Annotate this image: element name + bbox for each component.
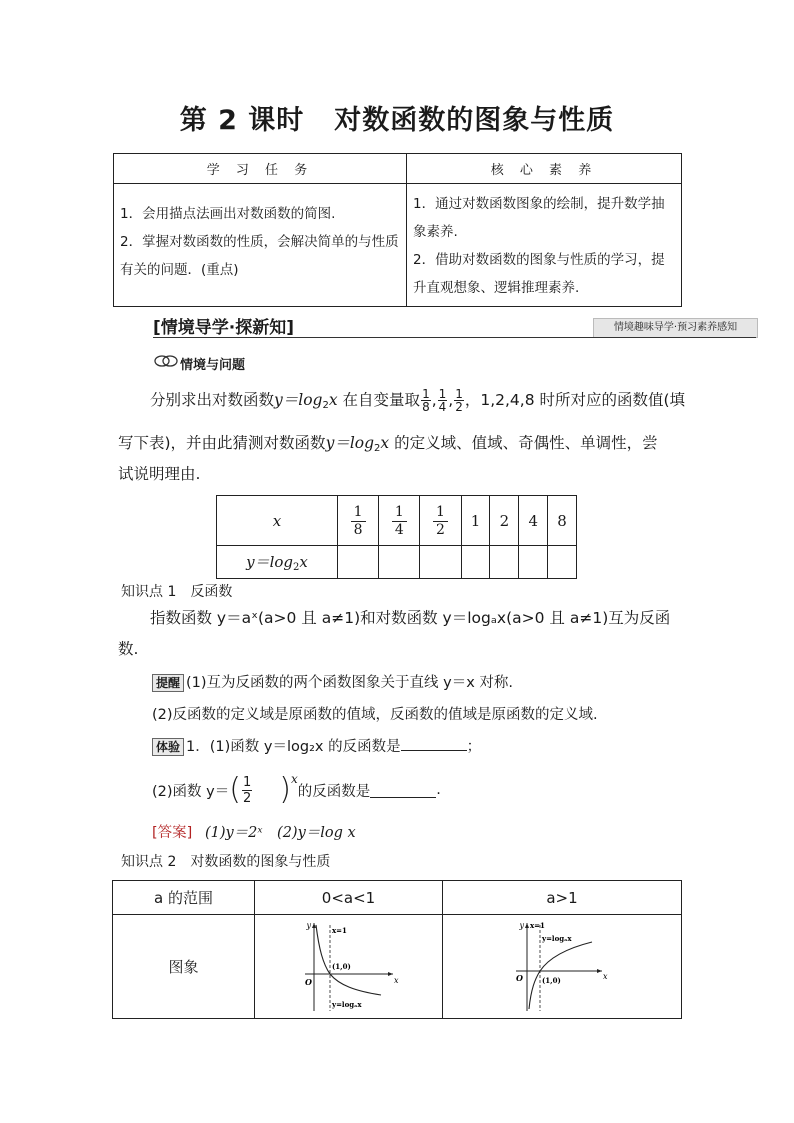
- value-table-empty-cell[interactable]: [519, 546, 548, 579]
- graph-cell-lt1: [255, 915, 443, 1019]
- fraction: $\frac{1}{4}$: [438, 387, 447, 414]
- scenario-icon: [154, 354, 178, 368]
- value-table-empty-cell[interactable]: [420, 546, 461, 579]
- tip-line-1: 提醒 (1)互为反函数的两个函数图象关于直线 y＝x 对称.: [152, 671, 513, 692]
- objectives-table: [113, 153, 682, 307]
- origin-label: O: [304, 976, 312, 987]
- lesson-title: 对数函数的图象与性质: [334, 105, 615, 136]
- value-table-empty-cell[interactable]: [548, 546, 577, 579]
- y-axis-arrow: [312, 923, 316, 928]
- y-axis-arrow: [525, 923, 529, 928]
- curve-label: y=logₐx: [542, 933, 572, 943]
- page-title: [0, 98, 794, 137]
- point-label: (1,0): [542, 975, 561, 985]
- kp1-line-1: 指数函数 y＝aˣ(a>0 且 a≠1)和对数函数 y＝logₐx(a>0 且 a≠1)互为反函: [150, 609, 671, 627]
- kp1-title: 知识点 1 反函数: [121, 584, 233, 600]
- graph-cell-gt1: [443, 915, 682, 1019]
- point-label: (1,0): [331, 961, 351, 971]
- fraction: $\frac{1}{2}$: [242, 774, 252, 806]
- answer-blank[interactable]: [370, 783, 436, 798]
- fraction: $\frac{1}{2}$: [455, 387, 463, 414]
- right-paren: ): [279, 772, 291, 807]
- objectives-header-literacy: 核 心 素 养: [407, 154, 682, 184]
- value-table-cell: 4: [519, 496, 548, 546]
- task-item: 1．会用描点法画出对数函数的简图.: [120, 206, 336, 222]
- origin-label: O: [516, 972, 523, 983]
- scenario-heading: 情境与问题: [180, 358, 246, 373]
- section-divider: [153, 337, 756, 338]
- value-table-x-label: x: [217, 496, 338, 546]
- props-header-lt1: 0<a<1: [255, 881, 443, 915]
- practice-tag: 体验: [152, 738, 184, 756]
- props-header-range: a 的范围: [113, 881, 255, 915]
- kp2-title: 知识点 2 对数函数的图象与性质: [121, 854, 331, 870]
- answer-line: [答案] (1)y＝2ˣ (2)y＝log x: [152, 825, 356, 841]
- asymptote-label: x=1: [331, 925, 347, 935]
- value-table-cell: 8: [548, 496, 577, 546]
- curve-label: y=logₐx: [331, 999, 362, 1009]
- literacy-item: 2．借助对数函数的图象与性质的学习，提升直观想象、逻辑推理素养.: [413, 252, 665, 296]
- log-curve: [316, 925, 381, 995]
- practice-q2: (2)函数 y＝ ( $\frac{1}{2}$ ) $^x$ 的反函数是 .: [152, 772, 441, 807]
- x-label: x: [603, 971, 608, 981]
- value-table-cell: 2: [490, 496, 519, 546]
- section-heading: [情境导学·探新知]: [153, 318, 294, 338]
- props-header-gt1: a>1: [443, 881, 682, 915]
- properties-table: [112, 880, 682, 1019]
- answer-label: [答案]: [152, 825, 193, 841]
- graph-increasing-log: [512, 919, 612, 1015]
- value-table-empty-cell[interactable]: [338, 546, 379, 579]
- scenario-line-3: 试说明理由.: [118, 465, 201, 483]
- x-label: x: [393, 975, 399, 985]
- practice-q1: 体验 1．(1)函数 y＝log₂x 的反函数是 ；: [152, 735, 481, 756]
- value-table-y-label: $y=\log_2x$: [217, 546, 338, 579]
- task-item: 2．掌握对数函数的性质，会解决简单的与性质有关的问题．(重点): [120, 234, 399, 278]
- tip-tag: 提醒: [152, 674, 184, 692]
- fraction: $\frac{1}{8}$: [422, 387, 430, 414]
- value-table-empty-cell[interactable]: [490, 546, 519, 579]
- value-table-cell: $\frac{1}{2}$: [420, 496, 461, 546]
- value-table-cell: $\frac{1}{8}$: [338, 496, 379, 546]
- section-badge: 情境趣味导学·预习素养感知: [593, 318, 758, 338]
- objectives-header-tasks: 学 习 任 务: [114, 154, 407, 184]
- lesson-number: 第 2 课时: [179, 105, 305, 136]
- objectives-literacy-cell: [407, 184, 682, 307]
- scenario-line-2: 写下表)，并由此猜测对数函数$y=\log_2x$ 的定义域、值域、奇偶性、单调性，尝: [118, 434, 658, 454]
- tip-line-2: (2)反函数的定义域是原函数的值域，反函数的值域是原函数的定义域.: [152, 707, 598, 723]
- value-table-cell: $\frac{1}{4}$: [379, 496, 420, 546]
- kp1-line-2: 数.: [118, 640, 139, 658]
- value-table-empty-cell[interactable]: [461, 546, 490, 579]
- y-label: y: [519, 920, 524, 930]
- asymptote-label: x=1: [530, 920, 545, 930]
- value-table-cell: 1: [461, 496, 490, 546]
- left-paren: (: [229, 772, 241, 807]
- scenario-line-1: 分别求出对数函数$y=\log_2x$ 在自变量取 $\frac{1}{8}$ , $\frac{1}{4}$ , $\frac{1}{2}$ ，1,2,4,8 时所对应的函数值(填: [150, 387, 686, 414]
- literacy-item: 1．通过对数函数图象的绘制，提升数学抽象素养.: [413, 196, 665, 240]
- value-table: [216, 495, 577, 579]
- x-axis-arrow: [597, 969, 602, 973]
- props-row-label: 图象: [113, 915, 255, 1019]
- graph-decreasing-log: [299, 919, 399, 1015]
- value-table-empty-cell[interactable]: [379, 546, 420, 579]
- y-label: y: [305, 920, 311, 930]
- x-axis-arrow: [388, 972, 393, 976]
- objectives-tasks-cell: [114, 184, 407, 307]
- answer-blank[interactable]: [401, 736, 467, 751]
